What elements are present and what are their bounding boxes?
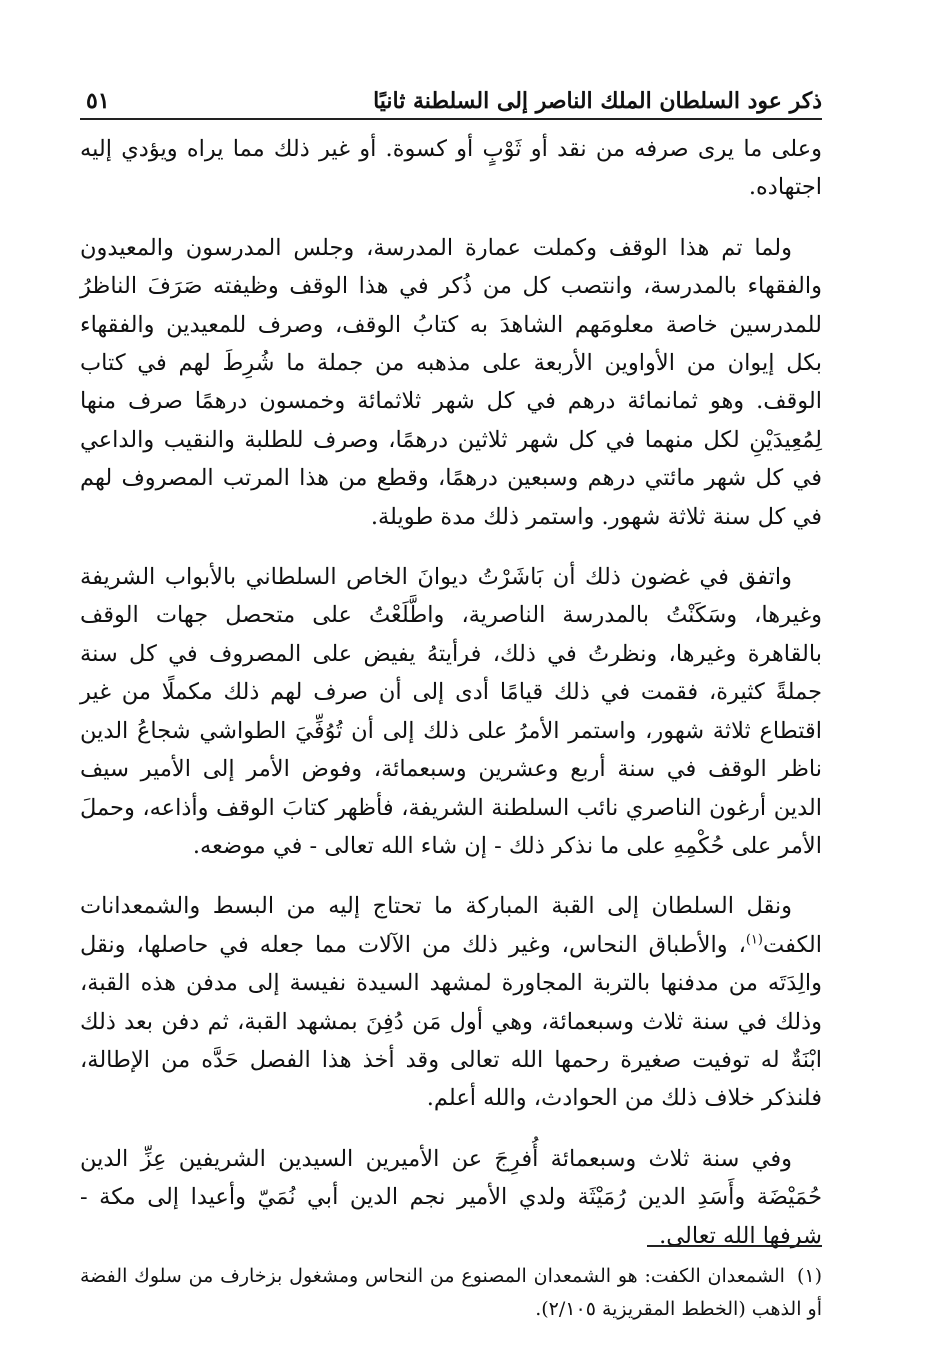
paragraph-2: ولما تم هذا الوقف وكملت عمارة المدرسة، وجلس المدرسون والمعيدون والفقهاء بالمدرسة، وانتصب كل من ذُكر في هذا الوقف وظيفته صَرَفَ الناظرُ للمدرسين خاصة معلومَهم الشاهدَ به كتابُ الوقف، وصرف للمعيدين والفقهاء بكل إيوان من الأواوين الأربعة على مذهبه من جملة ما شُرِطَ لهم في كتاب الوقف. وهو ثمانمائة درهم في كل شهر ثلاثمائة وخمسون درهمًا صرف منها لِمُعِيدَيْنِ لكل منهما في كل شهر ثلاثين درهمًا، وصرف للطلبة والنقيب والداعي في كل شهر مائتي درهم وسبعين درهمًا، وقطع من هذا المرتب المصروف لهم في كل سنة ثلاثة شهور. واستمر ذلك مدة طويلة.: [80, 234, 822, 530]
paragraph-4-rest: ، والأطباق النحاس، وغير ذلك من الآلات مما جعله في حاصلها، ونقل والِدَتَه من مدفنها بالتربة المجاورة لمشهد السيدة نفيسة إلى مدفن هذه القبة، وذلك في سنة ثلاث وسبعمائة، وهي أول مَن دُفِنَ بمشهد القبة، ثم دفن بعد ذلك ابْنَةٌ له توفيت صغيرة رحمها الله تعالى وقد أخذ هذا الفصل حَدَّه من الإطالة، فلنذكر خلاف ذلك من الحوادث، والله أعلم.: [80, 931, 822, 1112]
footnote-divider: [647, 1245, 822, 1247]
page-number: ٥١: [86, 88, 110, 114]
body-text: [80, 130, 822, 1255]
footnote: [80, 1260, 822, 1326]
footnote-marker: (١): [745, 932, 763, 948]
paragraph-5: وفي سنة ثلاث وسبعمائة أُفرِجَ عن الأميرين السيدين الشريفين عِزِّ الدين حُمَيْضَة وأَسَدِ الدين رُمَيْثَة ولدي الأمير نجم الدين أبي نُمَيّ وأعيدا إلى مكة - شرفها الله تعالى.: [80, 1145, 822, 1249]
running-header: [80, 78, 822, 120]
running-title: ذكر عود السلطان الملك الناصر إلى السلطنة ثانيًا: [373, 88, 822, 114]
footnote-number: (١): [796, 1265, 822, 1287]
paragraph-1: وعلى ما يرى صرفه من نقد أو ثَوْبٍ أو كسوة. أو غير ذلك مما يراه ويؤدي إليه اجتهاده.: [80, 136, 822, 201]
paragraph-3: واتفق في غضون ذلك أن بَاشَرْتُ ديوانَ الخاص السلطاني بالأبواب الشريفة وغيرها، وسَكَنْتُ بالمدرسة الناصرية، واطَّلَعْتُ على متحصل جهات الوقف بالقاهرة وغيرها، ونظرتُ في ذلك، فرأيتهُ يفيض على المصروف في كل سنة جملةً كثيرة، فقمت في ذلك قيامًا أدى إلى أن صرف لهم ذلك مكملًا من غير اقتطاع ثلاثة شهور، واستمر الأمرُ على ذلك إلى أن تُوُفِّيَ الطواشي شجاعُ الدين ناظر الوقف في سنة أربع وعشرين وسبعمائة، وفوض الأمر إلى الأمير سيف الدين أرغون الناصري نائب السلطنة الشريفة، فأظهر كتابَ الوقف وأذاعه، وحملَ الأمر على حُكْمِهِ على ما نذكر ذلك - إن شاء الله تعالى - في موضعه.: [80, 564, 822, 859]
paragraph-4: [80, 887, 822, 1117]
paragraph-4-start: ونقل السلطان إلى القبة المباركة ما تحتاج إليه من البسط والشمعدانات الكفت: [80, 893, 822, 958]
footnote-text: الشمعدان الكفت: هو الشمعدان المصنوع من النحاس ومشغول بزخارف من سلوك الفضة أو الذهب (الخطط المقريزية ٢/١٠٥).: [80, 1265, 822, 1320]
book-page: [80, 78, 822, 1338]
